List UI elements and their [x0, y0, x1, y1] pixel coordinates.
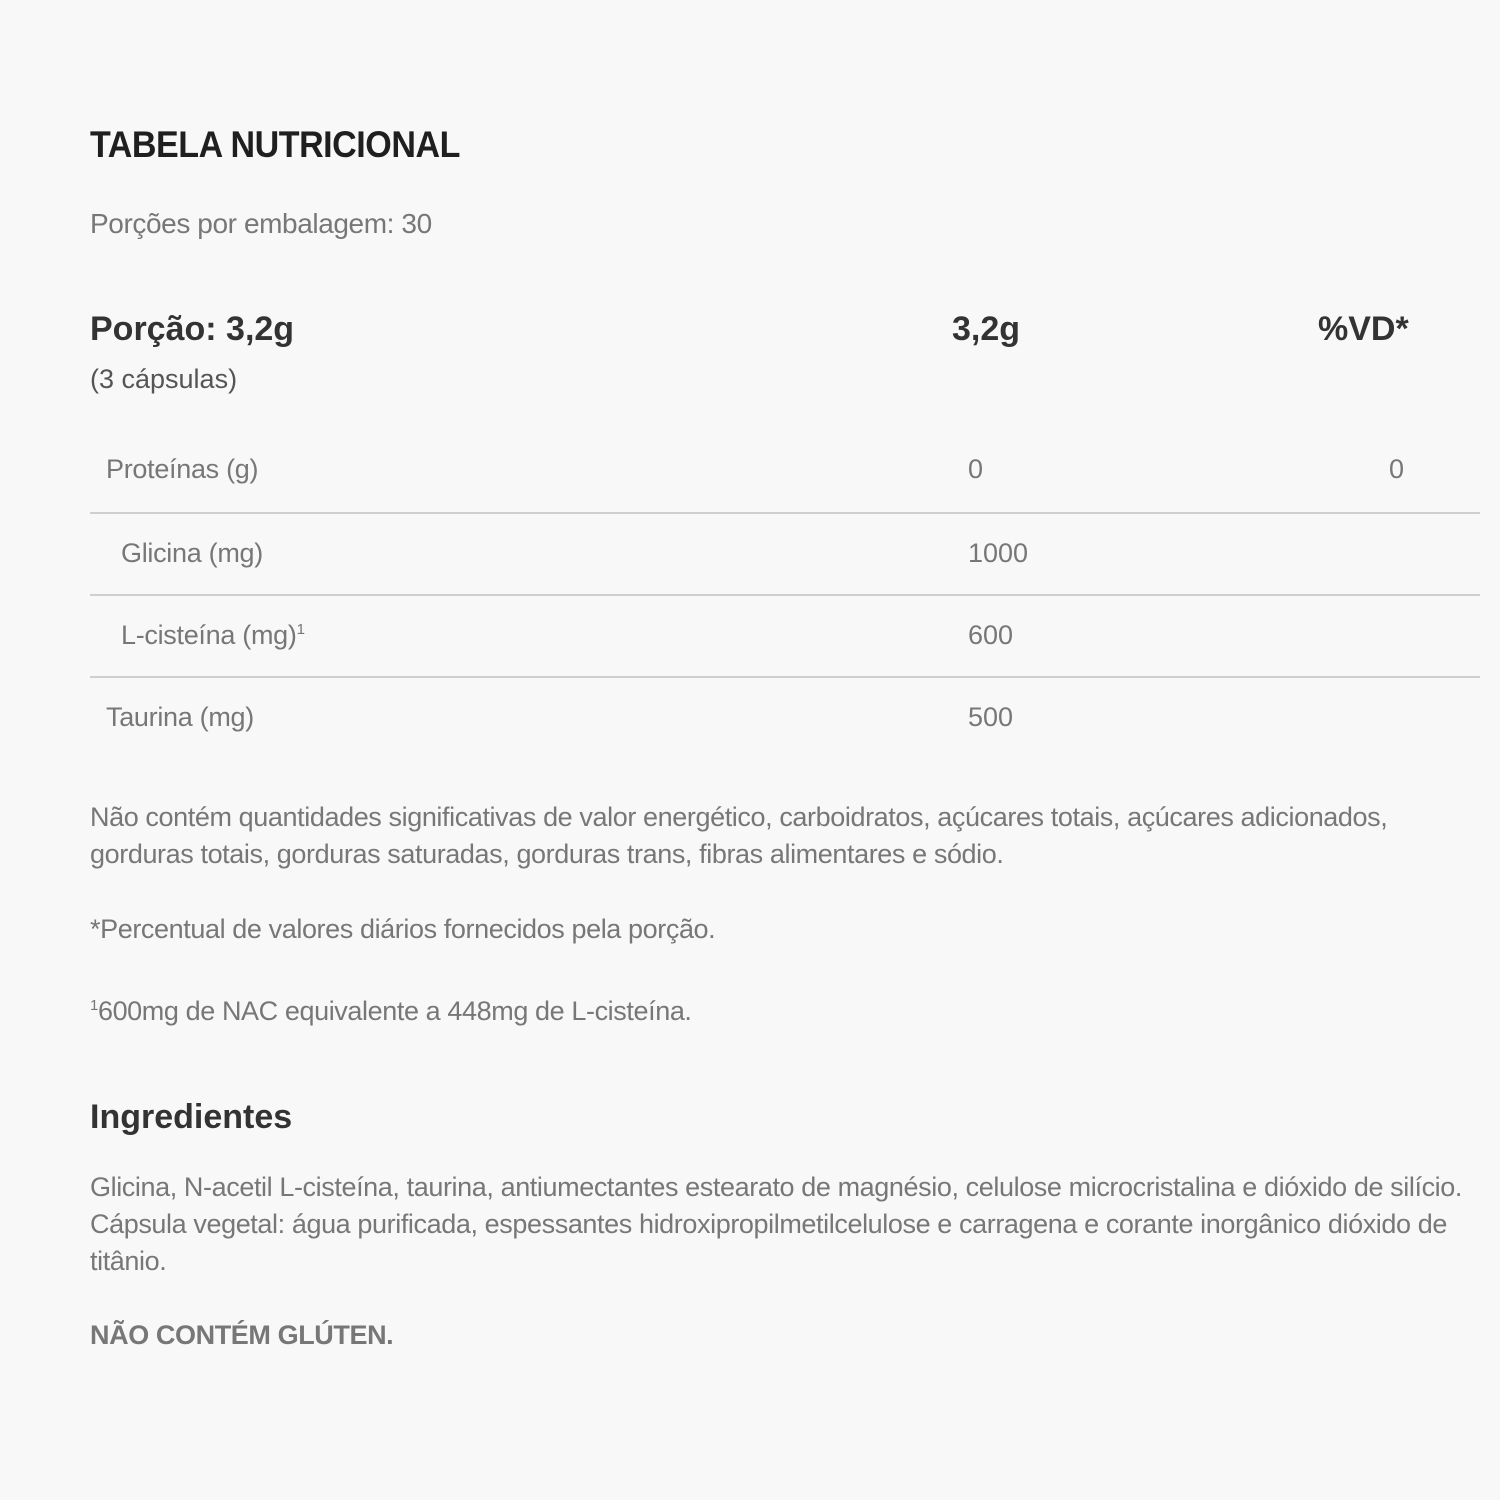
gluten-warning: NÃO CONTÉM GLÚTEN.	[90, 1320, 394, 1350]
nutrient-name: Glicina (mg)	[121, 538, 263, 568]
not-significant-note: Não contém quantidades significativas de valor energético, carboidratos, açúcares totais, açúcares adicionados, gorduras totais, gorduras saturadas, gorduras trans, fibras alimentares e sódio.	[90, 802, 1388, 869]
nutrient-amount: 1000	[968, 538, 1029, 568]
nutrition-table	[90, 430, 1480, 760]
page-title: TABELA NUTRICIONAL	[90, 124, 460, 165]
nutrient-amount: 0	[968, 454, 984, 484]
portion-header	[90, 310, 1480, 410]
table-row	[90, 678, 1480, 760]
ingredients-text: Glicina, N-acetil L-cisteína, taurina, antiumectantes estearato de magnésio, celulose microcristalina e dióxido de silício. Cápsula vegetal: água purificada, espessantes hidroxipropilmetilcelulose e carragena e corante inorgânico dióxido de titânio.	[90, 1172, 1462, 1276]
table-row	[90, 596, 1480, 678]
nutrient-name: Taurina (mg)	[106, 702, 254, 732]
amount-column-header: 3,2g	[952, 310, 1021, 348]
nutrient-name: L-cisteína (mg)	[121, 620, 297, 650]
footnote	[90, 987, 1485, 1030]
footnote-text: 600mg de NAC equivalente a 448mg de L-cisteína.	[97, 996, 692, 1026]
nutrient-vd: 0	[1389, 454, 1405, 484]
portion-label: Porção: 3,2g	[90, 310, 295, 348]
nutrient-name-with-footnote	[121, 620, 305, 651]
nutrient-amount: 600	[968, 620, 1014, 650]
vd-note: *Percentual de valores diários fornecidos pela porção.	[90, 914, 716, 944]
nutrient-amount: 500	[968, 702, 1014, 732]
portion-sub-label: (3 cápsulas)	[90, 364, 238, 394]
table-row	[90, 430, 1480, 514]
footnote-marker: 1	[90, 997, 98, 1014]
ingredients-title: Ingredientes	[90, 1098, 293, 1136]
footnote-marker: 1	[296, 621, 305, 638]
table-row	[90, 514, 1480, 596]
nutrient-name: Proteínas (g)	[106, 454, 259, 484]
vd-column-header: %VD*	[1318, 310, 1409, 348]
servings-per-package: Porções por embalagem: 30	[90, 208, 432, 239]
